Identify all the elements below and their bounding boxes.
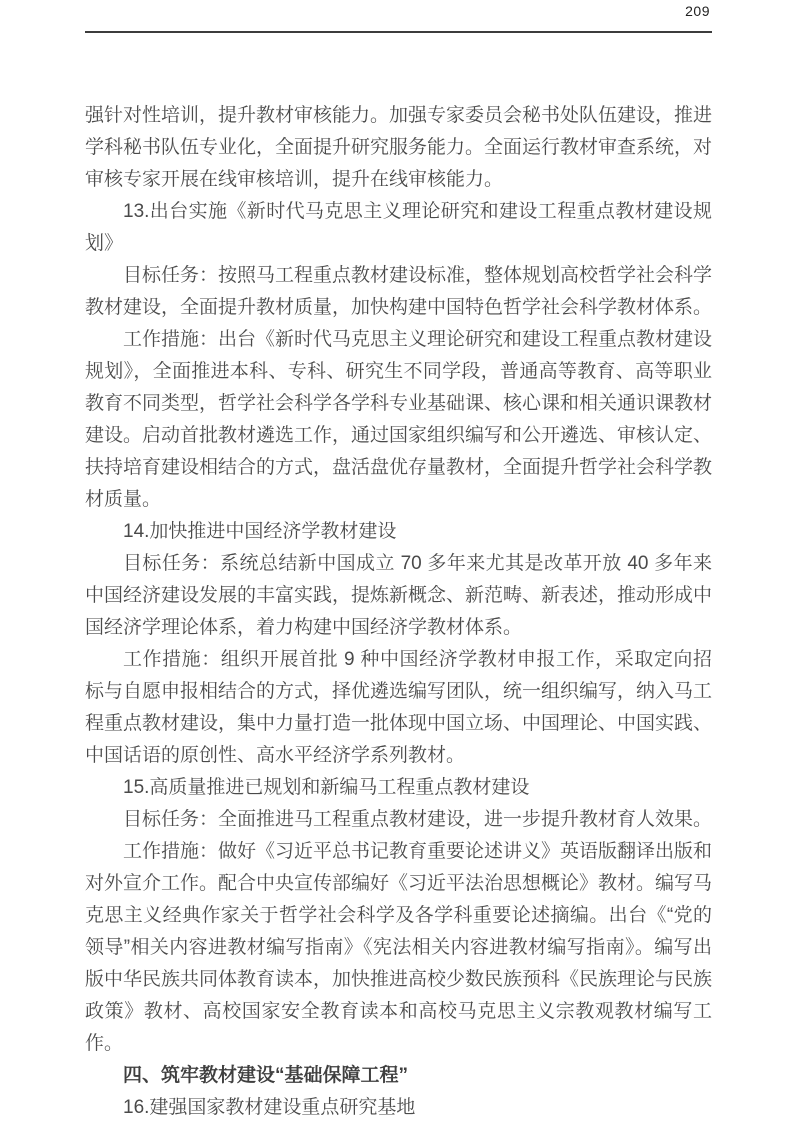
page-number: 209	[685, 3, 710, 19]
item-13-goal-paragraph: 目标任务：按照马工程重点教材建设标准，整体规划高校哲学社会科学教材建设，全面提升教材质量，加快构建中国特色哲学社会科学教材体系。	[85, 265, 713, 318]
document-body	[85, 100, 712, 1122]
item-13-measures-paragraph: 工作措施：出台《新时代马克思主义理论研究和建设工程重点教材建设规划》，全面推进本科、专科、研究生不同学段，普通高等教育、高等职业教育不同类型，哲学社会科学各学科专业基础课、核心课和相关通识课教材建设。启动首批教材遴选工作，通过国家组织编写和公开遴选、审核认定、扶持培育建设相结合的方式，盘活盘优存量教材，全面提升哲学社会科学教材质量。	[85, 329, 713, 510]
item-16-heading: 16.建强国家教材建设重点研究基地	[123, 1097, 416, 1118]
header-rule	[85, 31, 712, 33]
item-13-heading: 13.出台实施《新时代马克思主义理论研究和建设工程重点教材建设规划》	[85, 201, 712, 254]
item-15-heading: 15.高质量推进已规划和新编马工程重点教材建设	[123, 777, 530, 798]
item-14-goal-paragraph: 目标任务：系统总结新中国成立 70 多年来尤其是改革开放 40 多年来中国经济建设发展的丰富实践，提炼新概念、新范畴、新表述，推动形成中国经济学理论体系，着力构建中国经济学教材体系。	[85, 553, 713, 638]
item-14-heading: 14.加快推进中国经济学教材建设	[123, 521, 397, 542]
item-14-measures-paragraph: 工作措施：组织开展首批 9 种中国经济学教材申报工作，采取定向招标与自愿申报相结合的方式，择优遴选编写团队，统一组织编写，纳入马工程重点教材建设，集中力量打造一批体现中国立场、中国理论、中国实践、中国话语的原创性、高水平经济学系列教材。	[85, 649, 713, 766]
item-15-goal-paragraph: 目标任务：全面推进马工程重点教材建设，进一步提升教材育人效果。	[123, 809, 713, 830]
paragraph-continuation: 强针对性培训，提升教材审核能力。加强专家委员会秘书处队伍建设，推进学科秘书队伍专业化，全面提升研究服务能力。全面运行教材审查系统，对审核专家开展在线审核培训，提升在线审核能力。	[85, 105, 713, 190]
section-4-heading: 四、筑牢教材建设“基础保障工程”	[123, 1065, 409, 1086]
item-15-measures-paragraph: 工作措施：做好《习近平总书记教育重要论述讲义》英语版翻译出版和对外宣介工作。配合中央宣传部编好《习近平法治思想概论》教材。编写马克思主义经典作家关于哲学社会科学及各学科重要论述摘编。出台《“党的领导”相关内容进教材编写指南》《宪法相关内容进教材编写指南》。编写出版中华民族共同体教育读本，加快推进高校少数民族预科《民族理论与民族政策》教材、高校国家安全教育读本和高校马克思主义宗教观教材编写工作。	[85, 841, 713, 1054]
